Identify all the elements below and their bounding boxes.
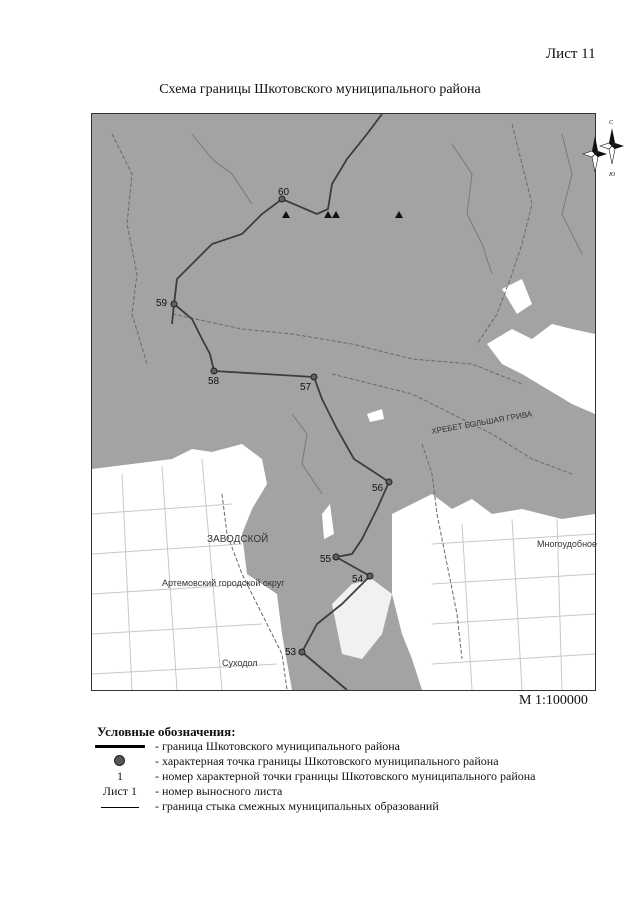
legend-row-point (95, 754, 615, 770)
point-label-59: 59 (156, 298, 168, 309)
map-frame[interactable] (91, 113, 616, 691)
elevation-marks (282, 211, 403, 218)
compass-rose (600, 120, 624, 178)
point-label-55: 55 (320, 554, 332, 565)
point-label-56: 56 (372, 483, 384, 494)
legend-symbol-number: 1 (117, 769, 123, 783)
legend-symbol-thick-line (95, 739, 145, 755)
map-scale: М 1:100000 (519, 693, 588, 708)
point-label-53: 53 (285, 647, 297, 658)
sheet-label: Лист 11 (546, 46, 596, 62)
point-label-54: 54 (352, 574, 364, 585)
legend-text: - характерная точка границы Шкотовского муниципального района (155, 754, 499, 768)
legend-symbol-thin-line (95, 799, 145, 815)
legend-text: - номер характерной точки границы Шкотовского муниципального района (155, 769, 536, 783)
place-label-artem: Артемовский городской округ (162, 578, 285, 588)
legend-title: Условные обозначения: (97, 724, 236, 739)
boundary-point-58[interactable] (211, 368, 217, 374)
boundary-point-53[interactable] (299, 649, 305, 655)
legend-row-adjacent (95, 799, 615, 815)
legend-row-sheet (95, 784, 615, 800)
legend-text: - граница Шкотовского муниципального района (155, 739, 400, 753)
legend-text: - номер выносного листа (155, 784, 283, 798)
settlement-areas (92, 279, 598, 690)
legend-row-boundary (95, 739, 615, 755)
point-label-58: 58 (208, 376, 220, 387)
point-label-57: 57 (300, 382, 312, 393)
place-label-ridge: ХРЕБЕТ БОЛЬШАЯ ГРИВА (430, 409, 533, 436)
boundary-point-54[interactable] (367, 573, 373, 579)
legend-symbol-sheet: Лист 1 (102, 784, 138, 798)
streams (192, 134, 582, 494)
place-label-mnogoudobnoe: Многоудобное (537, 539, 598, 549)
point-label-60: 60 (278, 187, 290, 198)
place-label-sukhodol: Суходол (222, 658, 258, 668)
boundary-point-55[interactable] (333, 554, 339, 560)
legend-row-point-number (95, 769, 615, 785)
legend-symbol-dot (95, 754, 145, 770)
boundary-point-56[interactable] (386, 479, 392, 485)
map-title: Схема границы Шкотовского муниципального района (159, 82, 481, 97)
compass-north: С (609, 120, 614, 126)
legend-text: - граница стыка смежных муниципальных образований (155, 799, 439, 813)
place-label-zavodskoy: ЗАВОДСКОЙ (207, 534, 269, 545)
map-canvas (92, 114, 616, 690)
compass-south: Ю (609, 172, 616, 178)
boundary-point-59[interactable] (171, 301, 177, 307)
boundary-point-57[interactable] (311, 374, 317, 380)
